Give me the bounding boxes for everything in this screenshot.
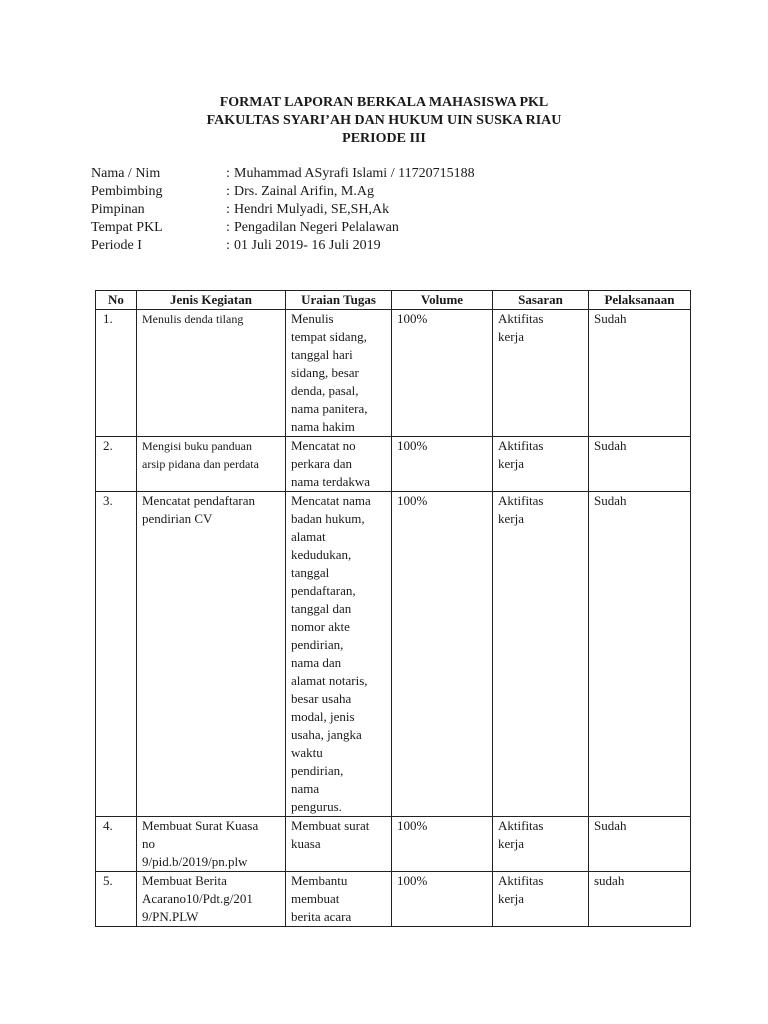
header-title-line1: FORMAT LAPORAN BERKALA MAHASISWA PKL bbox=[219, 95, 549, 110]
cell-sasaran: Aktifitas kerja bbox=[493, 437, 589, 492]
cell-pelaksanaan: Sudah bbox=[589, 817, 691, 872]
info-row-pimpinan bbox=[91, 201, 691, 219]
info-row-pembimbing bbox=[91, 183, 691, 201]
column-header-no: No bbox=[96, 291, 137, 310]
activity-table bbox=[95, 290, 691, 927]
info-colon: : bbox=[226, 220, 230, 235]
cell-sasaran: Aktifitas kerja bbox=[493, 310, 589, 437]
column-header-uraian-tugas: Uraian Tugas bbox=[286, 291, 392, 310]
info-label: Periode I bbox=[91, 238, 142, 253]
info-row-nama bbox=[91, 165, 691, 183]
cell-jenis-kegiatan: Mengisi buku panduan arsip pidana dan perdata bbox=[137, 437, 286, 492]
info-value: Pengadilan Negeri Pelalawan bbox=[234, 220, 399, 235]
info-label: Tempat PKL bbox=[91, 220, 163, 235]
cell-jenis-kegiatan: Membuat Berita Acarano10/Pdt.g/201 9/PN.PLW bbox=[137, 872, 286, 927]
cell-uraian-tugas: Membuat surat kuasa bbox=[286, 817, 392, 872]
cell-sasaran: Aktifitas kerja bbox=[493, 872, 589, 927]
column-header-sasaran: Sasaran bbox=[493, 291, 589, 310]
info-colon: : bbox=[226, 166, 230, 181]
column-header-jenis-kegiatan: Jenis Kegiatan bbox=[137, 291, 286, 310]
cell-no: 1. bbox=[96, 310, 137, 437]
cell-pelaksanaan: sudah bbox=[589, 872, 691, 927]
info-colon: : bbox=[226, 202, 230, 217]
info-row-tempat bbox=[91, 219, 691, 237]
cell-volume: 100% bbox=[392, 310, 493, 437]
info-row-periode bbox=[91, 237, 691, 255]
cell-pelaksanaan: Sudah bbox=[589, 310, 691, 437]
info-value: 01 Juli 2019- 16 Juli 2019 bbox=[234, 238, 381, 253]
table-row bbox=[96, 872, 691, 927]
header-title-line2: FAKULTAS SYARI’AH DAN HUKUM UIN SUSKA RIAU bbox=[206, 113, 562, 128]
cell-volume: 100% bbox=[392, 817, 493, 872]
cell-volume: 100% bbox=[392, 437, 493, 492]
cell-uraian-tugas: Membantu membuat berita acara bbox=[286, 872, 392, 927]
info-value: Drs. Zainal Arifin, M.Ag bbox=[234, 184, 374, 199]
cell-no: 3. bbox=[96, 492, 137, 817]
table-row bbox=[96, 437, 691, 492]
table-header-row bbox=[96, 291, 691, 310]
cell-no: 4. bbox=[96, 817, 137, 872]
table-row bbox=[96, 310, 691, 437]
info-label: Pimpinan bbox=[91, 202, 145, 217]
cell-pelaksanaan: Sudah bbox=[589, 437, 691, 492]
info-value: Hendri Mulyadi, SE,SH,Ak bbox=[234, 202, 390, 217]
cell-uraian-tugas: Menulis tempat sidang, tanggal hari sidang, besar denda, pasal, nama panitera, nama hakim bbox=[286, 310, 392, 437]
cell-sasaran: Aktifitas kerja bbox=[493, 492, 589, 817]
info-colon: : bbox=[226, 238, 230, 253]
cell-volume: 100% bbox=[392, 872, 493, 927]
cell-uraian-tugas: Mencatat nama badan hukum, alamat kedudukan, tanggal pendaftaran, tanggal dan nomor akte pendirian, nama dan alamat notaris, besar usaha modal, jenis usaha, jangka waktu pendirian, nama pengurus. bbox=[286, 492, 392, 817]
cell-sasaran: Aktifitas kerja bbox=[493, 817, 589, 872]
cell-uraian-tugas: Mencatat no perkara dan nama terdakwa bbox=[286, 437, 392, 492]
column-header-pelaksanaan: Pelaksanaan bbox=[589, 291, 691, 310]
cell-jenis-kegiatan: Membuat Surat Kuasa no 9/pid.b/2019/pn.plw bbox=[137, 817, 286, 872]
info-label: Pembimbing bbox=[91, 184, 163, 199]
cell-pelaksanaan: Sudah bbox=[589, 492, 691, 817]
cell-no: 5. bbox=[96, 872, 137, 927]
column-header-volume: Volume bbox=[392, 291, 493, 310]
table-row bbox=[96, 492, 691, 817]
cell-no: 2. bbox=[96, 437, 137, 492]
info-label: Nama / Nim bbox=[91, 166, 161, 181]
info-value: Muhammad ASyrafi Islami / 11720715188 bbox=[234, 166, 475, 181]
header-title-line3: PERIODE III bbox=[342, 131, 426, 146]
cell-jenis-kegiatan: Menulis denda tilang bbox=[137, 310, 286, 437]
info-colon: : bbox=[226, 184, 230, 199]
cell-volume: 100% bbox=[392, 492, 493, 817]
cell-jenis-kegiatan: Mencatat pendaftaran pendirian CV bbox=[137, 492, 286, 817]
table-row bbox=[96, 817, 691, 872]
